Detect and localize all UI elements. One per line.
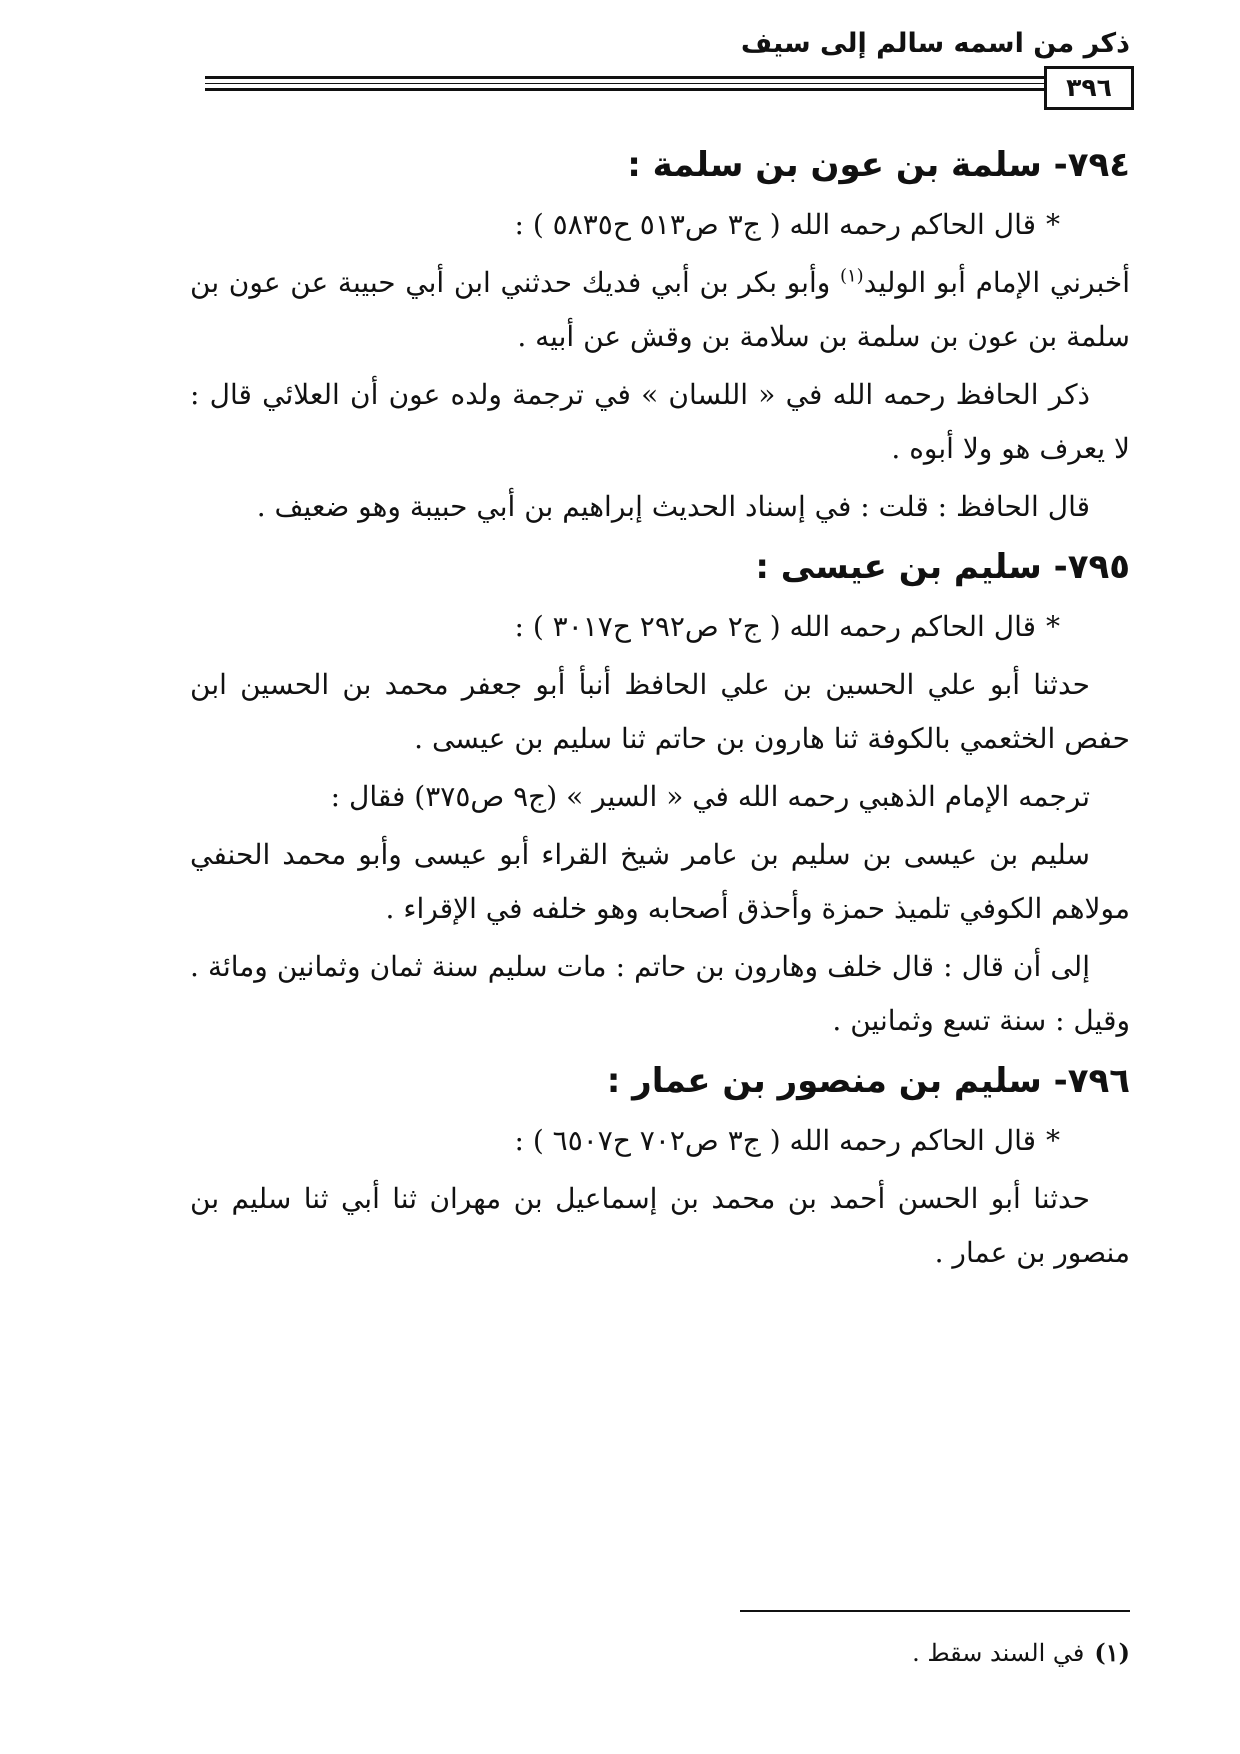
isnad-text-end: وأبو بكر بن أبي فديك حدثني ابن أبي حبيبة عن عون بن سلمة بن عون بن سلمة بن سلامة بن وقش عن أبيه . [190,266,1130,353]
quote-paragraph: إلى أن قال : قال خلف وهارون بن حاتم : مات سليم سنة ثمان وثمانين ومائة . وقيل : سنة تسع وثمانين . [190,950,1130,1037]
footnote-ref: (١) [839,265,864,287]
commentary-paragraph: قال الحافظ : قلت : في إسناد الحديث إبراهيم بن أبي حبيبة وهو ضعيف . [256,490,1090,523]
asterisk-icon: * [1046,208,1060,241]
asterisk-icon: * [1046,610,1060,643]
footnote [530,1636,1130,1670]
header-rule-top [205,76,1045,79]
citation-text: قال الحاكم رحمه الله ( ج٣ ص٧٠٢ ح٦٥٠٧ ) : [514,1124,1036,1157]
entry-794 [190,132,1130,534]
quote-paragraph: سليم بن عيسى بن سليم بن عامر شيخ القراء أبو عيسى وأبو محمد الحنفي مولاهم الكوفي تلميذ حمزة وأحذق أصحابه وهو خلفه في الإقراء . [190,838,1130,925]
citation-text: قال الحاكم رحمه الله ( ج٢ ص٢٩٢ ح٣٠١٧ ) : [514,610,1036,643]
running-title: ذكر من اسمه سالم إلى سيف [740,28,1130,59]
commentary-paragraph: ذكر الحافظ رحمه الله في « اللسان » في ترجمة ولده عون أن العلائي قال : لا يعرف هو ولا أبوه . [190,378,1130,465]
footnote-text: في السند سقط . [912,1639,1085,1667]
header-rule-bottom [205,88,1045,91]
citation-line [190,1114,1130,1168]
entry-title: ٧٩٤- سلمة بن عون بن سلمة : [627,145,1130,185]
entry-title: ٧٩٦- سليم بن منصور بن عمار : [606,1061,1130,1101]
citation-text: قال الحاكم رحمه الله ( ج٣ ص٥١٣ ح٥٨٣٥ ) : [514,208,1036,241]
entry-796 [190,1048,1130,1280]
isnad-paragraph: حدثنا أبو علي الحسين بن علي الحافظ أنبأ أبو جعفر محمد بن الحسين ابن حفص الخثعمي بالكوفة ثنا هارون بن حاتم ثنا سليم بن عيسى . [190,668,1130,755]
footnote-separator [740,1610,1130,1612]
isnad-paragraph: حدثنا أبو الحسن أحمد بن محمد بن إسماعيل بن مهران ثنا أبي ثنا سليم بن منصور بن عمار . [190,1182,1130,1269]
asterisk-icon: * [1046,1124,1060,1157]
page-body [190,132,1130,1280]
isnad-paragraph [190,256,1130,364]
isnad-text-start: أخبرني الإمام أبو الوليد [863,266,1130,299]
citation-line [190,600,1130,654]
entry-795 [190,534,1130,1048]
entry-title: ٧٩٥- سليم بن عيسى : [755,547,1130,587]
commentary-paragraph: ترجمه الإمام الذهبي رحمه الله في « السير » (ج٩ ص٣٧٥) فقال : [330,780,1090,813]
page-number: ٣٩٦ [1044,66,1134,110]
header-rule-middle [205,83,1045,84]
citation-line [190,198,1130,252]
footnote-number: (١) [1094,1638,1130,1667]
